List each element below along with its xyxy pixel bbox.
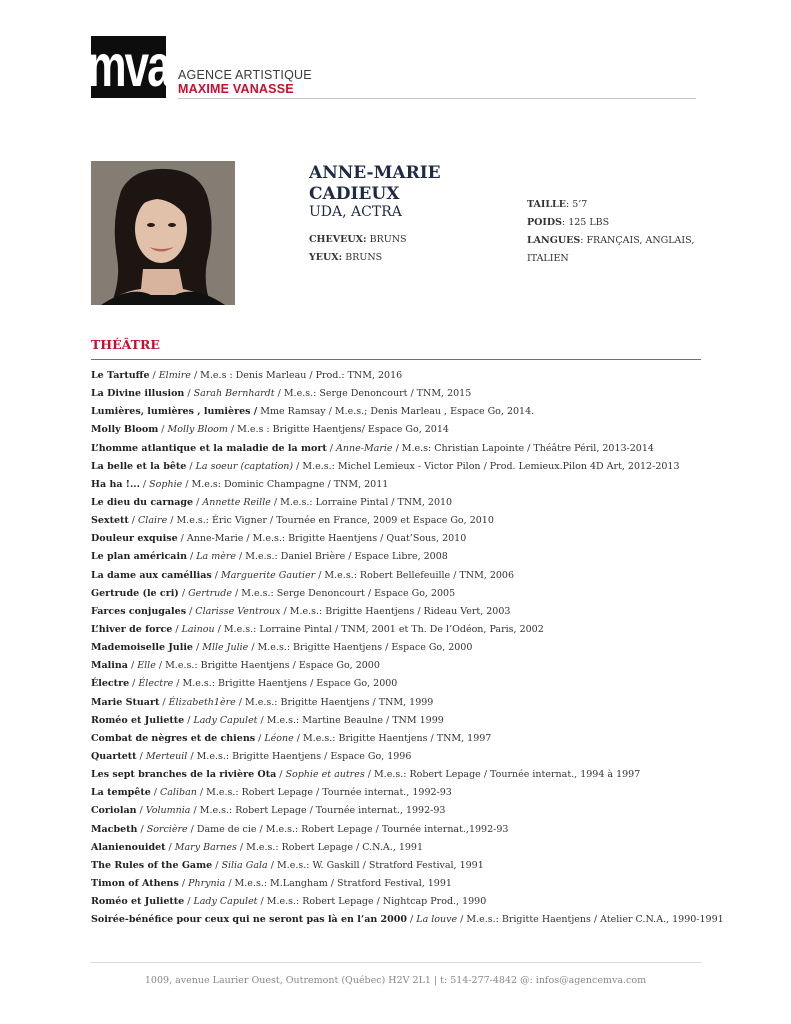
credit-details: / M.e.s.: Éric Vigner / Tournée en France, 2009 et Espace Go, 2010 [167,515,494,527]
credit-row [91,621,731,639]
credit-separator: / [186,460,196,472]
logo-text: mva [87,33,170,100]
languages-label: LANGUES [527,235,581,246]
credit-details: / M.e.s: Christian Lapointe / Théâtre Péril, 2013-2014 [392,442,654,454]
credit-row [91,603,731,621]
credit-details: / M.e.s.: Robert Lepage / Tournée internat., 1992-93 [190,805,446,817]
credit-details: / M.e.s.: Brigitte Haentjens / TNM, 1997 [293,732,492,744]
credit-title: Macbeth [91,823,138,835]
credit-details: / M.e.s.: Daniel Brière / Espace Libre, 2008 [236,551,448,563]
credit-separator: / [186,605,196,617]
weight-detail [527,217,609,228]
credit-details: / M.e.s.: Lorraine Pintal / TNM, 2010 [270,496,453,508]
footer-contact: 1009, avenue Laurier Ouest, Outremont (Québec) H2V 2L1 | t: 514-277-4842 @: infos@agencemva.com [144,975,647,986]
actor-name-line1: ANNE-MARIE [309,163,441,183]
credit-role: Molly Bloom [167,424,228,436]
credit-separator: / [139,478,150,490]
credit-role: Elmire [158,370,191,381]
credit-details: / M.e.s.: Brigitte Haentjens / TNM, 1999 [235,696,434,708]
header-divider [178,98,696,99]
credit-separator: / [178,877,189,889]
languages-value-line2: ITALIEN [527,253,569,264]
actor-name [309,163,509,205]
credit-title: Coriolan [91,805,137,817]
credit-details: / M.e.s : Brigitte Haentjens/ Espace Go, 2014 [227,424,449,436]
credit-row [91,766,731,784]
credit-title: Quartett [91,750,137,762]
hair-label: CHEVEUX: [309,234,367,245]
credit-title: Lumières, lumières , lumières / [91,406,258,418]
section-divider [91,359,701,360]
credit-details: / M.e.s.: Martine Beaulne / TNM 1999 [257,714,444,726]
credit-separator: / [128,515,139,527]
credit-separator: / [184,896,194,908]
credit-title: Alanienouidet [91,841,166,853]
credit-role: Mlle Julie [202,642,249,654]
credit-separator: / [326,442,337,454]
eyes-label: YEUX: [309,252,343,263]
credit-row [91,675,731,693]
credit-row [91,857,731,875]
section-title-theatre: THÉÂTRE [91,337,160,352]
credit-role: Elle [137,660,156,672]
credit-separator: / [184,714,194,726]
height-value: : 5’7 [565,199,588,210]
credit-title: Les sept branches de la rivière Ota [91,769,277,781]
credit-separator: / [212,859,222,871]
credit-title: La dame aux caméllias [91,569,212,581]
credit-row [91,712,731,730]
credit-details: / M.e.s.: Robert Lepage / C.N.A., 1991 [236,841,423,853]
credit-separator: / [149,370,159,381]
credits-list [91,367,731,929]
credit-details: / M.e.s.: Brigitte Haentjens / Atelier C.N.A., 1990-1991 [457,914,724,926]
credit-role: Merteuil [145,750,188,762]
credit-role: Caliban [160,787,197,799]
credit-row [91,421,731,439]
headshot-illustration [91,161,235,305]
credit-role: Gertrude [188,587,232,599]
credit-row [91,494,731,512]
credit-separator: / [137,823,147,835]
credit-title: L’hiver de force [91,623,173,635]
credit-title: Combat de nègres et de chiens [91,732,256,744]
credit-details: / M.e.s.: Michel Lemieux - Victor Pilon / Prod. Lemieux.Pilon 4D Art, 2012-2013 [293,460,680,472]
credit-role: Lady Capulet [193,714,258,726]
credit-separator: / [172,623,182,635]
credit-role: Léone [264,732,294,744]
credit-role: Annette Reille [202,496,271,508]
credit-row [91,458,731,476]
credit-row [91,839,731,857]
credit-separator: / [192,642,203,654]
credit-title: Soirée-bénéfice pour ceux qui ne seront pas là en l’an 2000 [91,914,408,926]
credit-role: Marguerite Gautier [221,569,316,581]
headshot-photo [91,161,235,305]
credit-row [91,639,731,657]
credit-title: Électre [91,678,130,690]
credit-title: Timon of Athens [91,877,179,889]
credit-details: / M.e.s.: Robert Lepage / Tournée internat., 1992-93 [196,787,452,799]
credit-title: Le plan américain [91,551,187,563]
credit-details: / M.e.s.: Robert Bellefeuille / TNM, 2006 [315,569,515,581]
credit-separator: / [158,424,168,436]
credit-title: Sextett [91,515,129,527]
credit-row [91,802,731,820]
credit-separator: / [165,841,175,853]
credit-row [91,694,731,712]
credit-role: Sarah Bernhardt [193,388,275,400]
credit-row [91,893,731,911]
credit-separator: / [407,914,417,926]
credit-separator: / [177,533,187,545]
credit-row [91,367,731,385]
credit-role: Mary Barnes [174,841,237,853]
credit-row [91,548,731,566]
credit-row [91,911,731,929]
credit-details: / M.e.s.: M.Langham / Stratford Festival, 1991 [225,877,452,889]
actor-unions: UDA, ACTRA [309,204,402,220]
agency-owner: MAXIME VANASSE [178,82,294,96]
footer-divider [91,962,701,963]
height-detail [527,199,587,210]
credit-details: / Dame de cie / M.e.s.: Robert Lepage / Tournée internat.,1992-93 [187,823,509,835]
credit-details: / M.e.s: Dominic Champagne / TNM, 2011 [182,478,389,490]
credit-details: / M.e.s.: Brigitte Haentjens / Espace Go, 2000 [155,660,380,672]
credit-separator: / [255,732,265,744]
credit-title: Mademoiselle Julie [91,642,193,654]
credit-role: Élizabeth1ère [168,696,236,708]
credit-row [91,657,731,675]
credit-separator: / [276,769,286,781]
credit-row [91,385,731,403]
credit-separator: / [193,496,203,508]
credit-role: Silia Gala [221,859,268,871]
credit-row [91,512,731,530]
credit-title: Malina [91,660,128,672]
eyes-detail [309,252,382,263]
credit-details: / M.e.s.: Brigitte Haentjens / Espace Go, 2000 [248,642,473,654]
credit-row [91,567,731,585]
credit-role: Sophie [149,478,183,490]
credit-role: Lady Capulet [193,896,258,908]
credit-role: La louve [416,914,458,926]
credit-row [91,821,731,839]
credit-role: Sophie et autres [285,769,365,781]
credit-details: / M.e.s.: Brigitte Haentjens / Espace Go, 2000 [173,678,398,690]
credit-title: La belle et la bête [91,460,187,472]
credit-title: Roméo et Juliette [91,714,185,726]
credit-title: La Divine illusion [91,388,185,400]
credit-separator: / [136,805,146,817]
credit-row [91,585,731,603]
credit-role: Claire [138,515,168,527]
actor-name-line2: CADIEUX [309,184,400,204]
hair-detail [309,234,407,245]
credit-row [91,440,731,458]
credit-title: Roméo et Juliette [91,896,185,908]
credit-details: / M.e.s.: Robert Lepage / Tournée internat., 1994 à 1997 [364,769,641,781]
credit-details: / M.e.s.: Robert Lepage / Nightcap Prod., 1990 [257,896,487,908]
credit-details: / M.e.s : Denis Marleau / Prod.: TNM, 2016 [190,370,403,381]
credit-separator: / [211,569,221,581]
credit-details: / M.e.s.: W. Gaskill / Stratford Festival, 1991 [267,859,484,871]
credit-role: Phrynia [188,877,226,889]
credit-row [91,748,731,766]
credit-role: Anne-Marie [336,442,393,454]
agency-name: AGENCE ARTISTIQUE [178,68,312,82]
credit-title: Gertrude (le cri) [91,587,179,599]
weight-value: : 125 LBS [561,217,610,228]
credit-separator: / [184,388,194,400]
credit-details: / M.e.s.: Serge Denoncourt / Espace Go, 2005 [232,587,456,599]
languages-value-line1: : FRANÇAIS, ANGLAIS, [580,235,695,246]
credit-title: Le dieu du carnage [91,496,194,508]
credit-separator: / [159,696,169,708]
credit-separator: / [127,660,138,672]
credit-role: La soeur (captation) [195,460,294,472]
credit-details: / M.e.s.: Brigitte Haentjens / Espace Go, 1996 [187,750,412,762]
credit-separator: / [178,587,189,599]
credit-separator: / [150,787,160,799]
credit-row [91,730,731,748]
credit-title: Ha ha !... [91,478,140,490]
credit-title: The Rules of the Game [91,859,213,871]
credit-role: Clarisse Ventroux [195,605,281,617]
credit-row [91,476,731,494]
credit-details: / M.e.s.: Lorraine Pintal / TNM, 2001 et Th. De l’Odéon, Paris, 2002 [214,623,544,635]
weight-label: POIDS [527,217,562,228]
credit-title: Molly Bloom [91,424,159,436]
credit-title: L’homme atlantique et la maladie de la mort [91,442,327,454]
credit-details: Mme Ramsay / M.e.s.; Denis Marleau , Espace Go, 2014. [260,406,535,418]
credit-title: La tempête [91,787,151,799]
credit-details: Anne-Marie / M.e.s.: Brigitte Haentjens / Quat’Sous, 2010 [186,533,467,545]
credit-title: Douleur exquise [91,533,178,545]
credit-separator: / [136,750,146,762]
credit-role: Volumnia [145,805,191,817]
credit-row [91,784,731,802]
credit-role: Lainou [181,623,215,635]
credit-role: Électre [138,678,174,690]
credit-row [91,403,731,421]
credit-role: Sorcière [146,823,188,835]
credit-title: Marie Stuart [91,696,160,708]
credit-separator: / [129,678,139,690]
languages-detail [527,235,694,246]
credit-separator: / [186,551,197,563]
credit-role: La mère [196,551,237,563]
credit-details: / M.e.s.: Serge Denoncourt / TNM, 2015 [274,388,472,400]
credit-row [91,530,731,548]
eyes-value: BRUNS [345,252,383,263]
credit-row [91,875,731,893]
credit-title: Farces conjugales [91,605,187,617]
hair-value: BRUNS [369,234,407,245]
height-label: TAILLE [527,199,566,210]
credit-details: / M.e.s.: Brigitte Haentjens / Rideau Vert, 2003 [280,605,511,617]
credit-title: Le Tartuffe [91,370,150,381]
agency-logo [87,33,170,100]
